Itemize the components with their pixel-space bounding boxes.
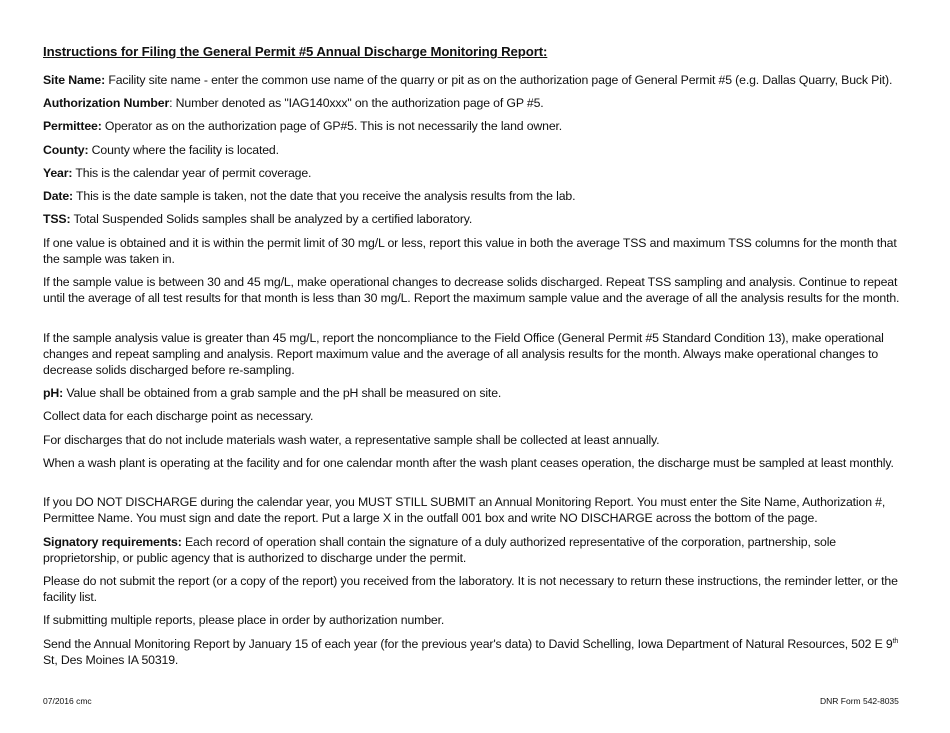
send-text: Send the Annual Monitoring Report by January 15 of each year (for the previous year's data) to David Schelling, Iowa Department of Natural Resources, 502 E 9: [43, 637, 893, 651]
collect-data-paragraph: Collect data for each discharge point as necessary.: [43, 409, 314, 423]
authorization-number-field: [43, 95, 913, 111]
field-text: : Number denoted as "IAG140xxx" on the authorization page of GP #5.: [169, 96, 544, 110]
year-field: [43, 165, 913, 181]
page-title: Instructions for Filing the General Permit #5 Annual Discharge Monitoring Report:: [43, 44, 548, 59]
field-text: Value shall be obtained from a grab sample and the pH shall be measured on site.: [63, 386, 502, 400]
field-text: Operator as on the authorization page of GP#5. This is not necessarily the land owner.: [101, 119, 563, 133]
field-label: County:: [43, 143, 89, 157]
field-label: pH:: [43, 386, 64, 400]
field-text: Each record of operation shall contain the signature of a duly authorized representative of the corporation, partnership, sole proprietorship, or public agency that is authorized to discharge under the permit.: [43, 535, 836, 565]
date-field: [43, 188, 913, 204]
field-label: Date:: [43, 189, 73, 203]
field-label: TSS:: [43, 212, 71, 226]
field-text: Facility site name - enter the common use name of the quarry or pit as on the authorization page of General Permit #5 (e.g. Dallas Quarry, Buck Pit).: [105, 73, 893, 87]
field-text: This is the date sample is taken, not the date that you receive the analysis results from the lab.: [73, 189, 576, 203]
signatory-requirements: [43, 534, 913, 566]
field-label: Site Name:: [43, 73, 106, 87]
site-name-field: [43, 72, 913, 88]
ordinal-suffix: th: [892, 637, 899, 645]
footer-form-number: DNR Form 542-8035: [820, 696, 899, 706]
multiple-reports-paragraph: If submitting multiple reports, please place in order by authorization number.: [43, 613, 445, 627]
field-label: Signatory requirements:: [43, 535, 182, 549]
footer-revision-date: 07/2016 cmc: [43, 696, 92, 706]
no-discharge-paragraph: If you DO NOT DISCHARGE during the calendar year, you MUST STILL SUBMIT an Annual Monitoring Report. You must enter the Site Name, Authorization #, Permittee Name. You must sign and date the report. Put a large X in the outfall 001 box and write NO DISCHARGE across the bottom of the page.: [43, 495, 886, 525]
tss-exceeds-limit-paragraph: If the sample analysis value is greater than 45 mg/L, report the noncompliance to the Field Office (General Permit #5 Standard Condition 13), make operational changes and repeat sampling and analysis. Report maximum value and the average of all analysis results for the month. Always make operational changes to decrease solids discharged before re-sampling.: [43, 331, 884, 377]
field-text: This is the calendar year of permit coverage.: [72, 166, 312, 180]
tss-within-limit-paragraph: If one value is obtained and it is within the permit limit of 30 mg/L or less, report this value in both the average TSS and maximum TSS columns for the month that the sample was taken in.: [43, 236, 897, 266]
wash-plant-paragraph: When a wash plant is operating at the facility and for one calendar month after the wash plant ceases operation, the discharge must be sampled at least monthly.: [43, 456, 894, 470]
send-report-paragraph: [43, 636, 913, 668]
county-field: [43, 142, 913, 158]
field-text: Total Suspended Solids samples shall be analyzed by a certified laboratory.: [70, 212, 473, 226]
tss-between-limits-paragraph: If the sample value is between 30 and 45 mg/L, make operational changes to decrease solids discharged. Repeat TSS sampling and analysis. Continue to repeat until the average of all test results for that month is less than 30 mg/L. Report the maximum sample value and the average of all the analysis results for the month.: [43, 275, 900, 305]
annual-sample-paragraph: For discharges that do not include materials wash water, a representative sample shall be collected at least annually.: [43, 433, 660, 447]
tss-field: [43, 211, 913, 227]
field-text: County where the facility is located.: [88, 143, 279, 157]
send-address-text: St, Des Moines IA 50319.: [43, 653, 179, 667]
permittee-field: [43, 118, 913, 134]
field-label: Permittee:: [43, 119, 102, 133]
field-label: Year:: [43, 166, 73, 180]
field-label: Authorization Number: [43, 96, 170, 110]
ph-field: [43, 385, 913, 401]
lab-report-paragraph: Please do not submit the report (or a copy of the report) you received from the laboratory. It is not necessary to return these instructions, the reminder letter, or the facility list.: [43, 574, 898, 604]
